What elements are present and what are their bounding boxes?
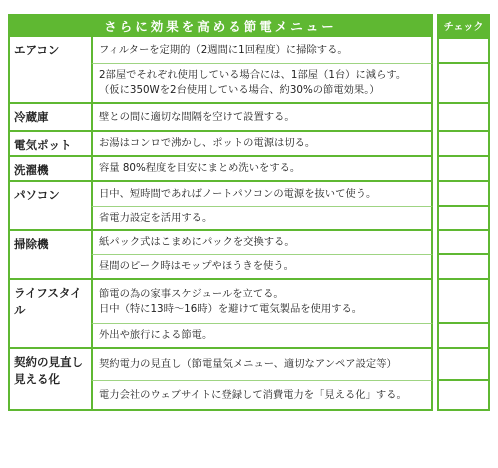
check-box[interactable] [437,349,490,381]
item-line: お湯はコンロで沸かし、ポットの電源は切る。 [99,137,316,149]
checklist-row [8,280,490,324]
checklist-item-text [91,182,433,207]
checklist-row [8,157,490,182]
item-line: 壁との間に適切な間隔を空けて設置する。 [99,110,295,123]
checklist-row [8,349,490,381]
item-line: （仮に350Wを2台使用している場合、約30%の節電効果。） [99,84,380,96]
category-label: 電気ポット [8,132,91,157]
table-header-row [8,14,490,37]
checklist-item-text [91,64,433,104]
item-line: 紙パック式はこまめにパックを交換する。 [99,236,295,248]
check-box[interactable] [437,280,490,324]
checklist-body [8,37,490,411]
category-label: 掃除機 [8,231,91,280]
category-label: ライフスタイル [8,280,91,349]
checklist-item-text [91,280,433,324]
category-label: 洗濯機 [8,157,91,182]
check-box[interactable] [437,37,490,64]
check-box[interactable] [437,64,490,104]
category-label: エアコン [8,37,91,104]
item-line: 容量 80%程度を目安にまとめ洗いをする。 [99,162,301,174]
check-box[interactable] [437,157,490,182]
check-box[interactable] [437,104,490,132]
check-box[interactable] [437,381,490,411]
checklist-row [8,37,490,64]
item-line: フィルターを定期的（2週間に1回程度）に掃除する。 [99,43,348,56]
check-box[interactable] [437,324,490,349]
item-line: 日中（特に13時〜16時）を避けて電気製品を使用する。 [99,302,363,315]
checklist-row [8,104,490,132]
category-label: 冷蔵庫 [8,104,91,132]
checklist-item-text [91,231,433,255]
checklist-item-text [91,324,433,349]
item-line: 節電の為の家事スケジュールを立てる。 [99,287,284,300]
checklist-item-text [91,381,433,411]
check-box[interactable] [437,132,490,157]
checklist-item-text [91,157,433,182]
item-line: 昼間のピーク時はモップやほうきを使う。 [99,260,294,272]
item-line: 外出や旅行による節電。 [99,329,213,341]
check-column-header: チェック [437,14,490,37]
checklist-item-text [91,255,433,280]
checklist-item-text [91,207,433,231]
check-box[interactable] [437,207,490,231]
checklist-item-text [91,104,433,132]
item-line: 省電力設定を活用する。 [99,211,213,224]
energy-saving-checklist [8,14,490,411]
item-line: 契約電力の見直し（節電量気メニュー、適切なアンペア設定等） [99,358,397,370]
checklist-item-text [91,132,433,157]
check-box[interactable] [437,255,490,280]
table-title: さらに効果を高める節電メニュー [8,14,433,37]
checklist-row [8,182,490,207]
item-line: 電力会社のウェブサイトに登録して消費電力を「見える化」する。 [99,388,407,401]
checklist-row [8,132,490,157]
checklist-item-text [91,349,433,381]
category-label: 契約の見直し見える化 [8,349,91,411]
item-line: 日中、短時間であればノートパソコンの電源を抜いて使う。 [99,187,377,200]
checklist-table [8,14,490,411]
checklist-row [8,231,490,255]
item-line: 2部屋でそれぞれ使用している場合には、1部屋（1台）に減らす。 [99,69,407,81]
category-label: パソコン [8,182,91,231]
check-box[interactable] [437,231,490,255]
check-box[interactable] [437,182,490,207]
checklist-item-text [91,37,433,64]
